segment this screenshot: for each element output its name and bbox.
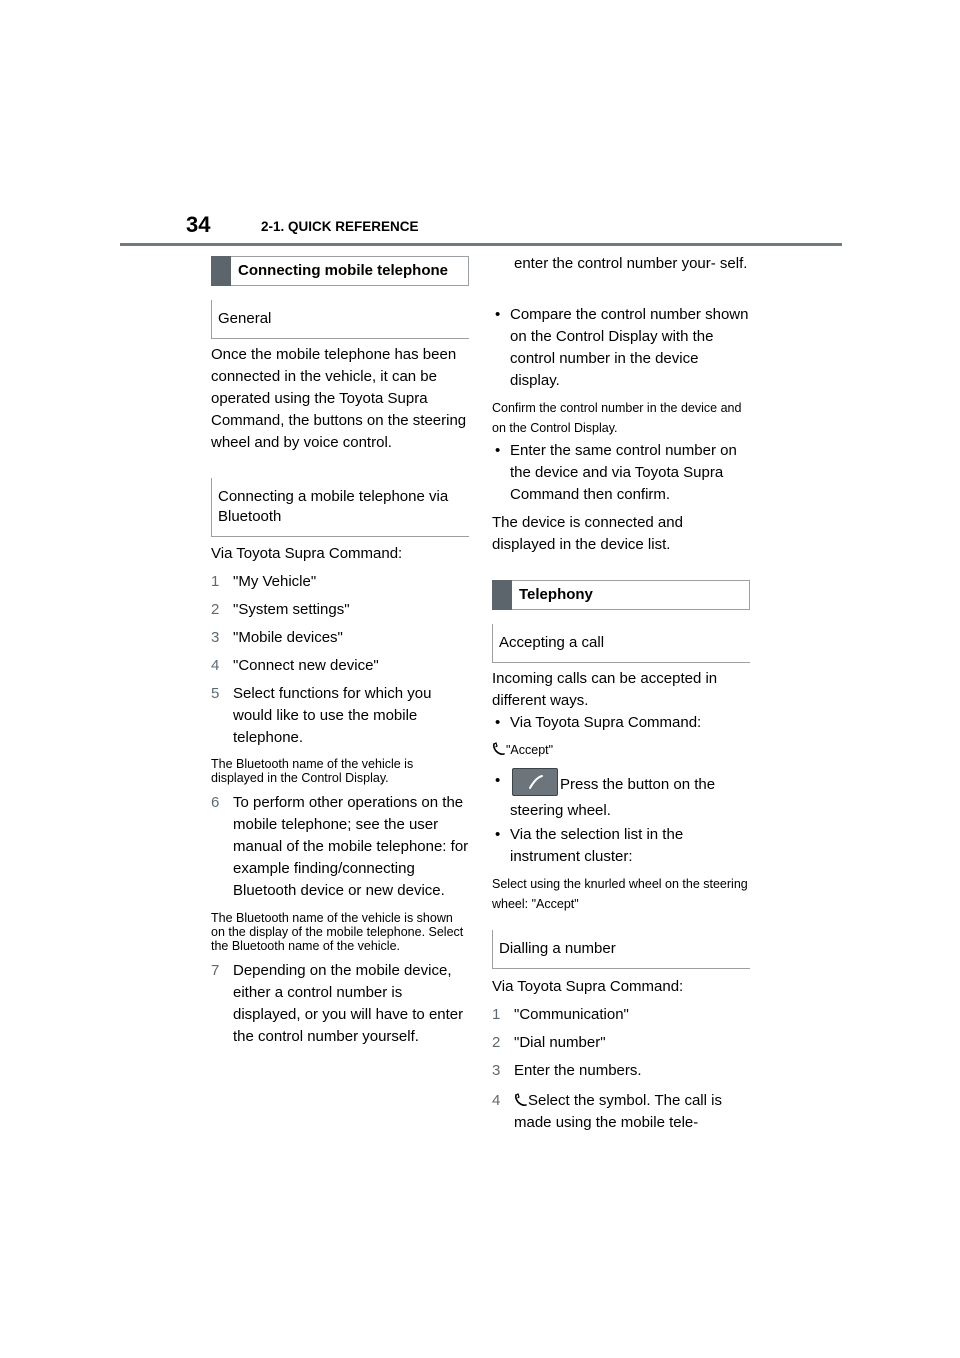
step-text: "Communication"	[514, 1006, 629, 1023]
enter-bullet: • Enter the same control number on the device and via Toyota Supra Command then confirm.	[492, 440, 750, 506]
compare-bullet: • Compare the control number shown on the Control Display with the control number in the device display.	[492, 304, 750, 392]
step-text: "Connect new device"	[233, 657, 379, 674]
step-text: Select functions for which you would like to use the mobile telephone.	[233, 685, 432, 746]
section-tab	[211, 256, 231, 286]
accepting-text: Incoming calls can be accepted in different ways.	[492, 670, 718, 709]
step-number: 1	[211, 573, 220, 590]
bluetooth-intro: Via Toyota Supra Command:	[211, 545, 403, 562]
accepting-list-2	[492, 768, 750, 868]
step-text: "My Vehicle"	[233, 573, 317, 590]
accepting-bullet-2-text: Press the button on the steering wheel.	[510, 776, 716, 819]
page-number: 34	[186, 212, 211, 237]
dialling-steps	[492, 1004, 750, 1134]
step-item	[211, 599, 469, 621]
subheading-accepting: Accepting a call	[492, 624, 750, 663]
enter-list	[492, 440, 750, 506]
right-column	[492, 296, 750, 1134]
step-item	[492, 1032, 750, 1054]
left-column	[211, 256, 469, 1048]
step-text: To perform other operations on the mobile telephone; see the user manual of the mobile telephone: for example finding/connecting Bluetooth device or new device.	[233, 794, 469, 899]
handset-icon	[514, 1093, 528, 1107]
step-text: "Mobile devices"	[233, 629, 343, 646]
bluetooth-step-7	[211, 960, 469, 1048]
step-item	[211, 960, 469, 1048]
subheading-dialling: Dialling a number	[492, 930, 750, 969]
step-number: 1	[492, 1006, 501, 1023]
accepting-bullet-3: • Via the selection list in the instrument cluster:	[492, 824, 750, 868]
step-item	[492, 1004, 750, 1026]
bluetooth-step-6	[211, 792, 469, 902]
section-title: Telephony	[519, 586, 593, 603]
section-header-connecting	[211, 256, 469, 286]
step-item	[211, 792, 469, 902]
accept-option	[492, 740, 750, 760]
steering-phone-button-icon	[512, 768, 558, 796]
confirm-note: Confirm the control number in the device and on the Control Display.	[492, 401, 742, 435]
header-rule	[120, 243, 842, 246]
step-number: 3	[492, 1062, 501, 1079]
compare-list	[492, 304, 750, 392]
step-item	[211, 627, 469, 649]
step-number: 4	[492, 1092, 501, 1109]
handset-icon	[527, 773, 545, 791]
step-item	[211, 655, 469, 677]
section-header-telephony	[492, 580, 750, 610]
step-text: Enter the numbers.	[514, 1062, 642, 1079]
step-number: 3	[211, 629, 220, 646]
subheading-general: General	[211, 300, 469, 339]
general-text: Once the mobile telephone has been connected in the vehicle, it can be operated using the Toyota Supra Command, the buttons on the steering wheel and by voice control.	[211, 346, 467, 451]
step-item	[211, 683, 469, 749]
step-number: 2	[492, 1034, 501, 1051]
subheading-bluetooth: Connecting a mobile telephone via Bluetooth	[211, 478, 469, 537]
note-bluetooth-name: The Bluetooth name of the vehicle is displayed in the Control Display.	[211, 757, 414, 785]
step-number: 2	[211, 601, 220, 618]
accepting-bullet-1: • Via Toyota Supra Command:	[492, 712, 750, 734]
accept-label: "Accept"	[506, 743, 554, 757]
chapter-title: 2-1. QUICK REFERENCE	[261, 219, 419, 234]
bluetooth-steps	[211, 571, 469, 749]
step-number: 6	[211, 794, 220, 811]
continued-text: enter the control number your- self.	[514, 255, 748, 272]
step-text: Select the symbol. The call is made using the mobile tele-	[514, 1092, 722, 1131]
accepting-bullet-2	[492, 768, 750, 824]
step-item	[211, 571, 469, 593]
handset-icon	[492, 742, 506, 756]
step-number: 5	[211, 685, 220, 702]
note-bluetooth-display: The Bluetooth name of the vehicle is shown on the display of the mobile telephone. Select the Bluetooth name of the vehicle.	[211, 911, 464, 953]
step-item	[492, 1060, 750, 1082]
dialling-intro: Via Toyota Supra Command:	[492, 978, 684, 995]
step-text: Depending on the mobile device, either a control number is displayed, or you will have to enter the control number yourself.	[233, 962, 464, 1045]
knurled-note: Select using the knurled wheel on the steering wheel: "Accept"	[492, 877, 748, 911]
step-number: 4	[211, 657, 220, 674]
section-title: Connecting mobile telephone	[238, 262, 449, 279]
step-text: "System settings"	[233, 601, 350, 618]
step-item	[492, 1090, 750, 1134]
step-number: 7	[211, 962, 220, 979]
step-text: "Dial number"	[514, 1034, 606, 1051]
accepting-list-1	[492, 712, 750, 734]
section-tab	[492, 580, 512, 610]
connected-text: The device is connected and displayed in the device list.	[492, 514, 683, 553]
